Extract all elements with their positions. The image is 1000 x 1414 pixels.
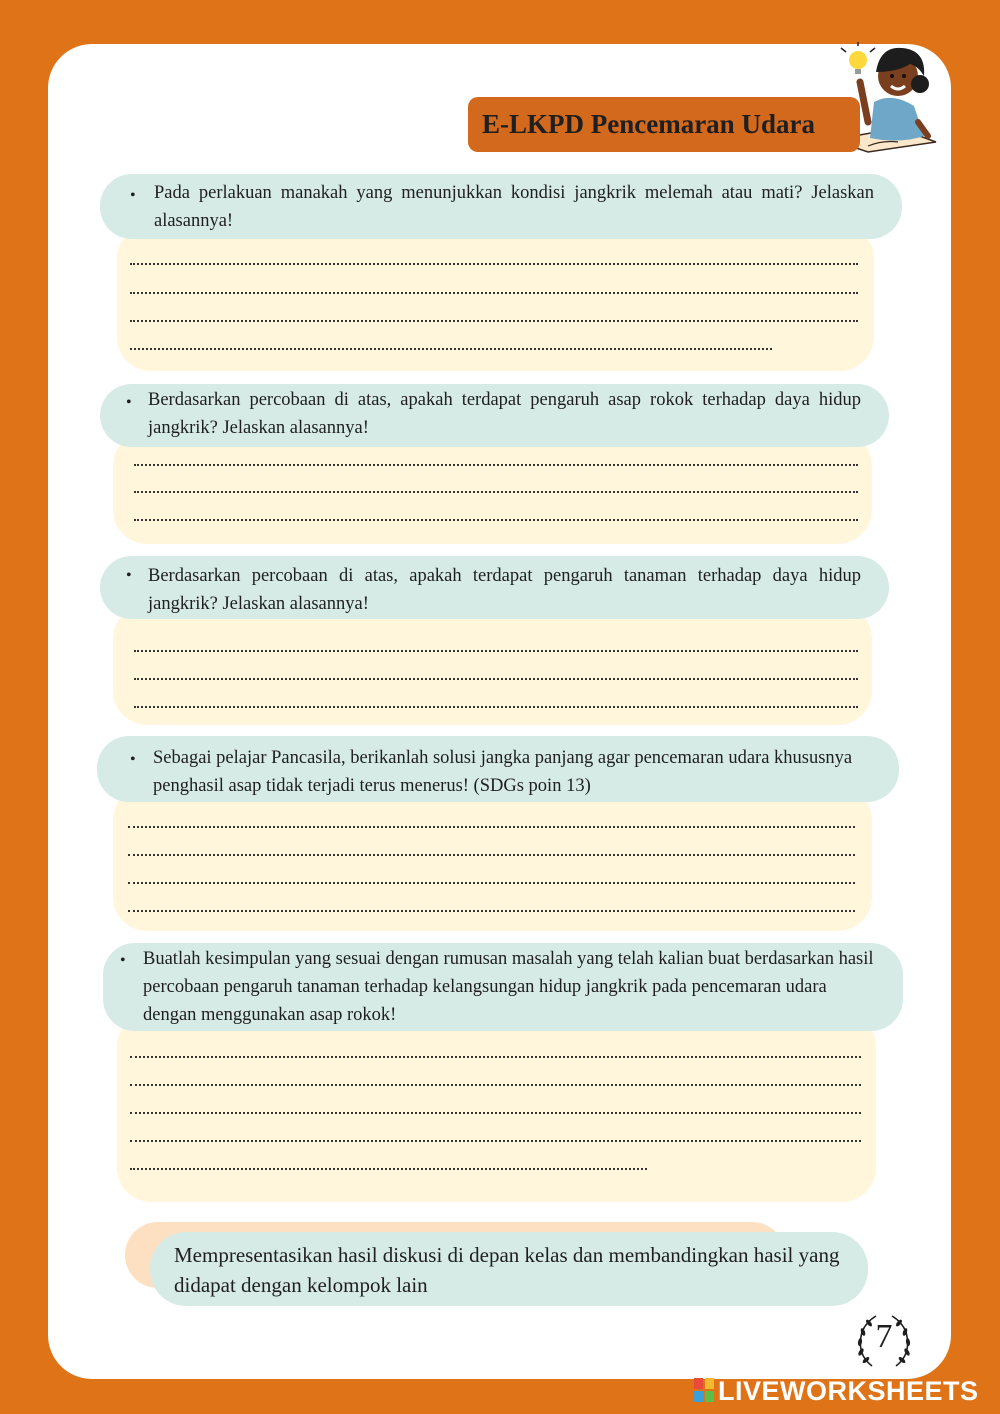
answer-box-2[interactable] <box>113 432 872 544</box>
question-5 <box>103 943 903 1031</box>
answer-line[interactable] <box>130 320 858 322</box>
answer-line[interactable] <box>134 464 858 466</box>
answer-line[interactable] <box>128 910 855 912</box>
worksheet-title-banner <box>468 97 860 152</box>
question-2-text: Berdasarkan percobaan di atas, apakah terdapat pengaruh asap rokok terhadap daya hidup jangkrik? Jelaskan alasannya! <box>148 390 861 438</box>
answer-line[interactable] <box>134 678 858 680</box>
question-4-text: Sebagai pelajar Pancasila, berikanlah solusi jangka panjang agar pencemaran udara khususnya penghasil asap tidak terjadi terus menerus! (SDGs poin 13) <box>153 748 853 796</box>
liveworksheets-icon <box>694 1378 714 1402</box>
question-1-text: Pada perlakuan manakah yang menunjukkan kondisi jangkrik melemah atau mati? Jelaskan alasannya! <box>154 183 874 231</box>
answer-line[interactable] <box>130 263 858 265</box>
answer-line[interactable] <box>134 706 858 708</box>
answer-line[interactable] <box>130 1056 861 1058</box>
question-3-text: Berdasarkan percobaan di atas, apakah terdapat pengaruh tanaman terhadap daya hidup jangkrik? Jelaskan alasannya! <box>148 566 861 614</box>
answer-line[interactable] <box>134 650 858 652</box>
answer-line[interactable] <box>128 882 855 884</box>
answer-line[interactable] <box>128 854 855 856</box>
answer-box-5[interactable] <box>117 1012 876 1202</box>
answer-line[interactable] <box>134 519 858 521</box>
final-task-text: Mempresentasikan hasil diskusi di depan kelas dan membandingkan hasil yang didapat dengan kelompok lain <box>174 1243 840 1297</box>
question-1 <box>100 174 902 239</box>
answer-line[interactable] <box>130 1112 861 1114</box>
question-3 <box>100 556 889 619</box>
question-5-text: Buatlah kesimpulan yang sesuai dengan rumusan masalah yang telah kalian buat berdasarkan hasil percobaan pengaruh tanaman terhadap kelangsungan hidup jangkrik pada pencemaran udara dengan menggunakan asap rokok! <box>143 949 874 1025</box>
question-4 <box>97 736 899 802</box>
answer-line[interactable] <box>130 1084 861 1086</box>
answer-line[interactable] <box>130 1140 861 1142</box>
answer-line[interactable] <box>130 348 772 350</box>
worksheet-title: E-LKPD Pencemaran Udara <box>482 109 815 139</box>
bullet-marker: • <box>120 952 126 969</box>
final-task <box>150 1232 868 1306</box>
bullet-marker: • <box>130 187 136 204</box>
liveworksheets-logo-text: LIVEWORKSHEETS <box>718 1376 979 1406</box>
question-2 <box>100 384 889 447</box>
page-number: 7 <box>875 1318 893 1355</box>
bullet-marker: • <box>130 751 136 768</box>
liveworksheets-logo[interactable] <box>694 1374 994 1408</box>
bullet-marker: • <box>126 567 132 584</box>
answer-line[interactable] <box>128 826 855 828</box>
answer-line[interactable] <box>134 491 858 493</box>
answer-line[interactable] <box>130 292 858 294</box>
bullet-marker: • <box>126 394 132 411</box>
answer-line[interactable] <box>130 1168 647 1170</box>
